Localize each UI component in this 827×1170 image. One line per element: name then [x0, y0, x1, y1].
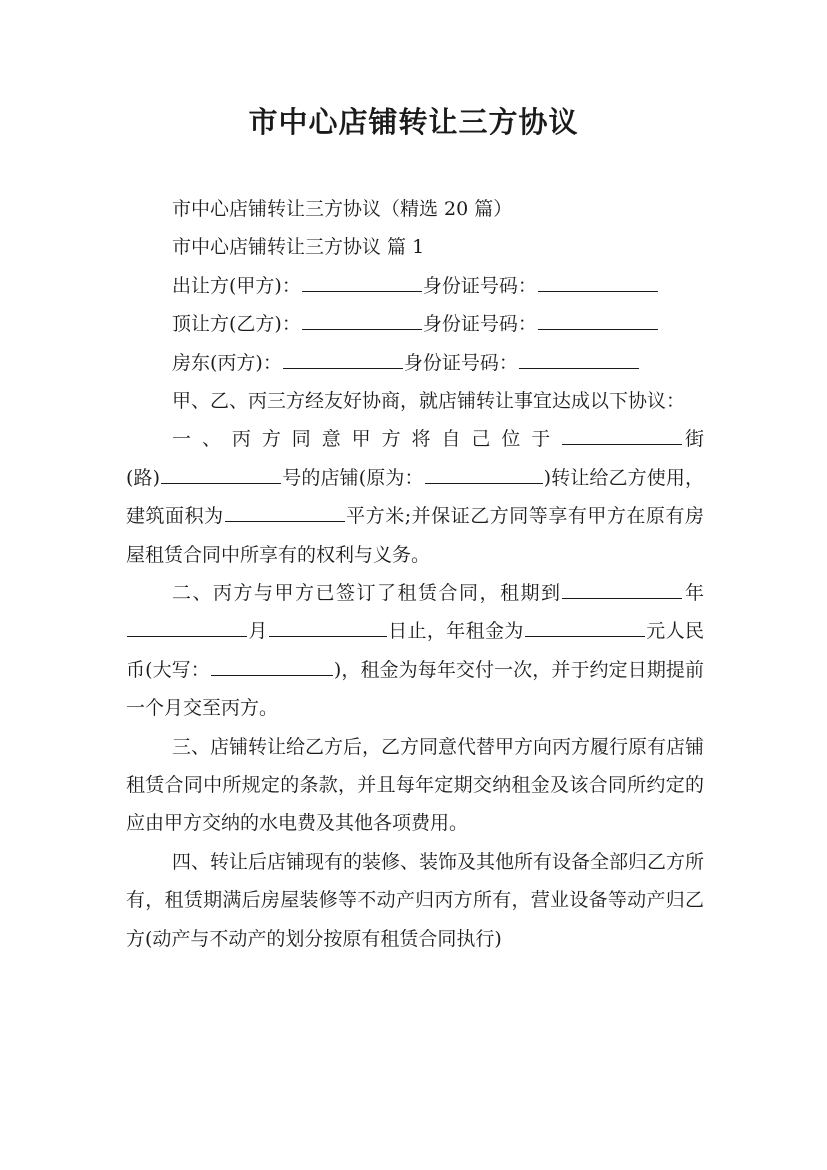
rent-in-words-blank[interactable] [211, 657, 333, 676]
party-b-line [126, 305, 704, 343]
party-a-line [126, 267, 704, 305]
area-blank[interactable] [225, 503, 345, 522]
clause-2-text-6: )，租金为每年交付一次，并于约定日期提前一个月交至丙方。 [126, 658, 704, 720]
lease-end-day-blank[interactable] [269, 618, 387, 637]
party-c-name-blank[interactable] [283, 350, 403, 369]
clause-2-paragraph [126, 574, 704, 728]
original-use-blank[interactable] [425, 465, 543, 484]
clause-3-paragraph: 三、店铺转让给乙方后，乙方同意代替甲方向丙方履行原有店铺租赁合同中所规定的条款，并且每年定期交纳租金及该合同所约定的应由甲方交纳的水电费及其他各项费用。 [126, 735, 705, 835]
lease-end-month-blank[interactable] [127, 618, 247, 637]
party-b-id-label: 身份证号码： [422, 313, 537, 336]
party-b-id-blank[interactable] [538, 311, 658, 330]
house-number-blank[interactable] [161, 465, 281, 484]
lease-end-year-blank[interactable] [562, 580, 682, 599]
party-a-id-label: 身份证号码： [422, 274, 537, 297]
clause-1-text-1: 一、丙方同意甲方将自己位于 [172, 428, 562, 451]
clause-2-text-4: 日止，年租金为 [387, 620, 524, 643]
section-title: 市中心店铺转让三方协议 篇 1 [172, 236, 425, 259]
clause-2-text-1: 二、丙方与甲方已签订了租赁合同，租期到 [172, 581, 562, 604]
party-a-label: 出让方(甲方)： [172, 274, 301, 297]
party-b-name-blank[interactable] [302, 311, 422, 330]
party-c-label: 房东(丙方)： [172, 351, 282, 374]
party-c-line [126, 344, 704, 382]
clause-1-text-5: 平方米;并保证乙方同等享有甲方在原有房屋租赁合同中所享有的权利与义务。 [126, 505, 704, 566]
clause-2-text-5: 元人民币(大写： [126, 620, 704, 681]
street-blank[interactable] [562, 426, 682, 445]
clause-1-text-3: 号的店铺(原为： [282, 466, 424, 489]
clause-1-paragraph [126, 420, 704, 574]
party-a-id-blank[interactable] [538, 273, 658, 292]
annual-rent-blank[interactable] [525, 618, 645, 637]
party-b-label: 顶让方(乙方)： [172, 313, 301, 336]
clause-2-text-3: 月 [248, 620, 268, 643]
intro-paragraph: 甲、乙、丙三方经友好协商，就店铺转让事宜达成以下协议： [172, 389, 686, 412]
clause-2-text-2: 年 [683, 581, 704, 604]
clause-4-paragraph: 四、转让后店铺现有的装修、装饰及其他所有设备全部归乙方所有，租赁期满后房屋装修等不动产归丙方所有，营业设备等动产归乙方(动产与不动产的划分按原有租赁合同执行) [126, 850, 705, 950]
party-a-name-blank[interactable] [302, 273, 422, 292]
clause-1-text-2: 街(路) [126, 428, 704, 489]
document-body [126, 190, 704, 958]
document-subtitle: 市中心店铺转让三方协议（精选 20 篇） [172, 198, 513, 220]
party-c-id-blank[interactable] [519, 350, 639, 369]
clause-1-text-4: )转让给乙方使用，建筑面积为 [126, 466, 705, 528]
document-title: 市中心店铺转让三方协议 [248, 105, 579, 139]
party-c-id-label: 身份证号码： [403, 351, 518, 374]
